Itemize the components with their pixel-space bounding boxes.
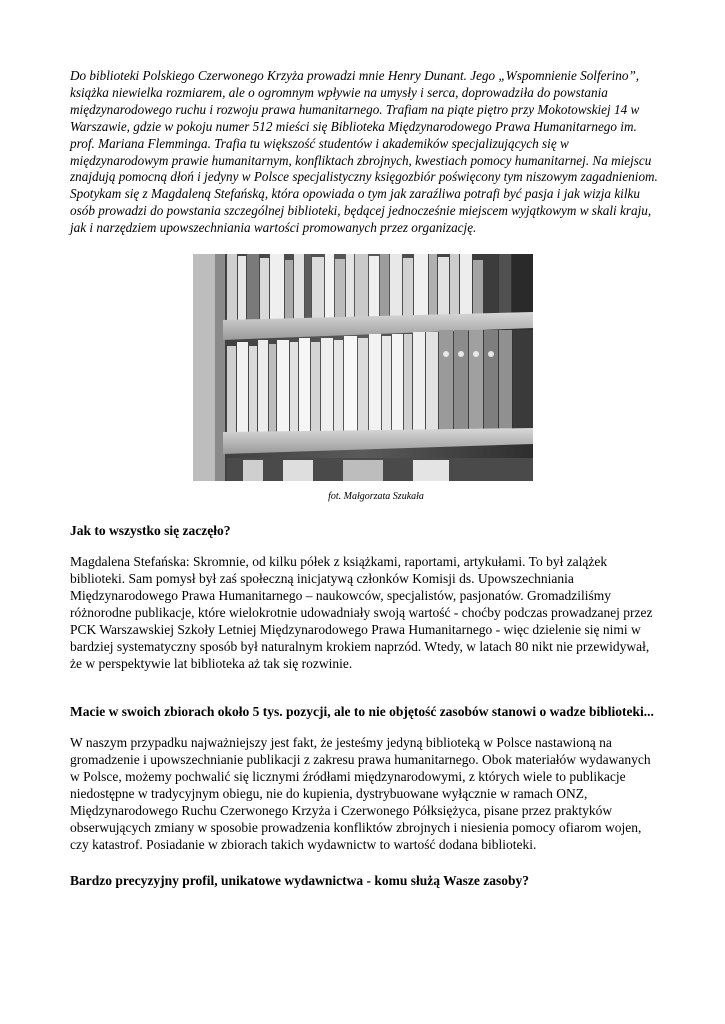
question-2: Macie w swoich zbiorach około 5 tys. pozycji, ale to nie objętość zasobów stanowi o wadze biblioteki...: [70, 704, 654, 720]
bookshelf-photo: [193, 254, 533, 481]
article: [70, 68, 660, 889]
intro-paragraph: Do biblioteki Polskiego Czerwonego Krzyża prowadzi mnie Henry Dunant. Jego „Wspomnienie Solferino”, książka niewielka rozmiarem, ale o ogromnym wpływie na umysły i serca, doprowadziła do powstania międzynarodowego ruchu i rozwoju prawa humanitarnego. Trafiam na piąte piętro przy Mokotowskiej 14 w Warszawie, gdzie w pokoju numer 512 mieści się Biblioteka Międzynarodowego Prawa Humanitarnego im. prof. Mariana Flemminga. Trafia tu większość studentów i akademików specjalizujących się w międzynarodowym prawie humanitarnym, konfliktach zbrojnych, kwestiach pomocy humanitarnej. Na miejscu znajdują pomocną dłoń i jedyny w Polsce specjalistyczny księgozbiór poświęcony tym niszowym zagadnieniom. Spotykam się z Magdaleną Stefańską, która opowiada o tym jak zaraźliwa potrafi być pasja i jak wizja kilku osób prowadzi do powstania szczególnej biblioteki, będącej jednocześnie miejscem wyjątkowym w skali kraju, jak i narzędziem upowszechniania wartości promowanych przez organizację.: [70, 68, 658, 236]
answer-1: Magdalena Stefańska: Skromnie, od kilku półek z książkami, raportami, artykułami. To był zalążek biblioteki. Sam pomysł był zaś społeczną inicjatywą członków Komisji ds. Upowszechniania Międzynarodowego Prawa Humanitarnego – naukowców, specjalistów, pasjonatów. Gromadziliśmy różnorodne publikacje, które wielokrotnie udowadniały swoją wartość - choćby podczas prowadzanej przez PCK Warszawskiej Szkoły Letniej Międzynarodowego Prawa Humanitarnego - więc dzielenie się nimi w bardziej systematyczny sposób był naturalnym krokiem naprzód. Wtedy, w latach 80 nikt nie przewidywał, że w perspektywie lat biblioteka aż tak się rozwinie.: [70, 554, 653, 672]
question-3: Bardzo precyzyjny profil, unikatowe wydawnictwa - komu służą Wasze zasoby?: [70, 873, 530, 889]
answer-2: W naszym przypadku najważniejszy jest fakt, że jesteśmy jedyną biblioteką w Polsce nastawioną na gromadzenie i upowszechnianie publikacji z zakresu prawa humanitarnego. Obok materiałów wydawanych w Polsce, możemy pochwalić się licznymi źródłami międzynarodowymi, z których wiele to publikacje niedostępne w tradycyjnym obiegu, nie do kupienia, dystrybuowane wyłącznie w ramach ONZ, Międzynarodowego Ruchu Czerwonego Krzyża i Czerwonego Półksiężyca, pisane przez praktyków obserwujących zmiany w sposobie prowadzenia konfliktów zbrojnych i niesienia pomocy ofiarom wojen, czy katastrof. Posiadanie w zbiorach takich wydawnictw to wartość dodana biblioteki.: [70, 735, 651, 853]
question-1: Jak to wszystko się zaczęło?: [70, 523, 231, 539]
photo-caption: fot. Małgorzata Szukała: [328, 491, 424, 503]
